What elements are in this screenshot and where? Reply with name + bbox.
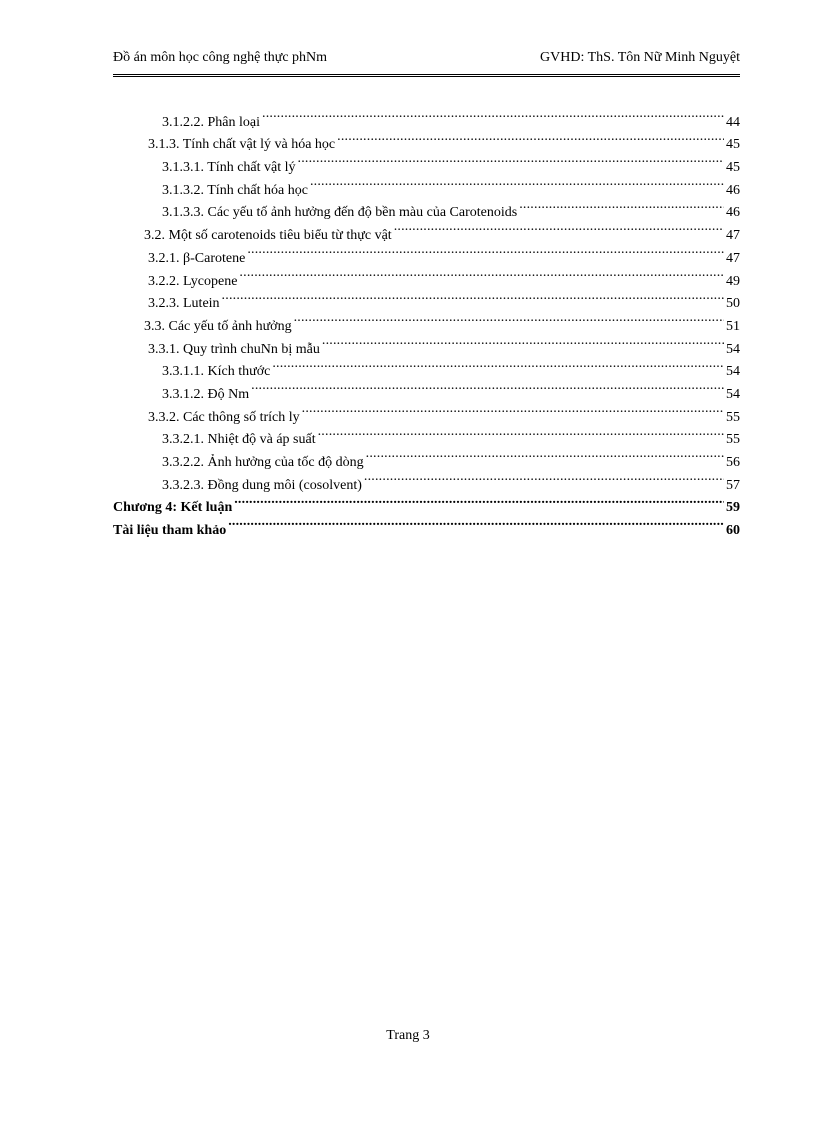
toc-entry-label: Chương 4: Kết luận xyxy=(113,500,233,516)
toc-entry-page: 46 xyxy=(726,205,740,221)
toc-entry-page: 44 xyxy=(726,114,740,130)
toc-dot-leader xyxy=(226,511,724,534)
toc-entry-page: 54 xyxy=(726,364,740,380)
toc-entry-page: 45 xyxy=(726,160,740,176)
toc-entry-label: 3.2.1. β-Carotene xyxy=(148,250,246,266)
toc-entry-page: 59 xyxy=(726,500,740,516)
toc-entry-page: 45 xyxy=(726,137,740,153)
toc-dot-leader xyxy=(320,330,724,353)
toc-entry-label: 3.2. Một số carotenoids tiêu biểu từ thực vật xyxy=(144,228,392,244)
toc-dot-leader xyxy=(260,103,724,126)
toc-entry[interactable] xyxy=(113,103,740,130)
toc-dot-leader xyxy=(362,466,724,489)
toc-entry-label: 3.3.2.3. Đồng dung môi (cosolvent) xyxy=(162,477,362,493)
toc-entry-page: 56 xyxy=(726,455,740,470)
toc-dot-leader xyxy=(296,148,725,171)
toc-dot-leader xyxy=(292,307,724,330)
toc-dot-leader xyxy=(392,216,724,239)
toc-entry-page: 50 xyxy=(726,296,740,312)
toc-entry-page: 47 xyxy=(726,228,740,244)
toc-entry-page: 60 xyxy=(726,523,740,539)
toc-dot-leader xyxy=(517,194,724,217)
header-divider xyxy=(113,74,740,77)
toc-entry-page: 47 xyxy=(726,250,740,266)
toc-dot-leader xyxy=(300,398,724,421)
header-course-title: Đồ án môn học công nghệ thực phNm xyxy=(113,50,328,65)
toc-entry-page: 54 xyxy=(726,341,740,357)
toc-dot-leader xyxy=(308,171,724,194)
toc-entry-label: Tài liệu tham khảo xyxy=(113,523,227,539)
toc-dot-leader xyxy=(232,489,724,512)
toc-entry-page: 55 xyxy=(726,409,740,425)
toc-dot-leader xyxy=(270,353,724,376)
toc-dot-leader xyxy=(220,285,724,308)
toc-entry-page: 54 xyxy=(726,386,740,402)
toc-entry-label: 3.3.2.1. Nhiệt độ và áp suất xyxy=(162,432,316,448)
toc-dot-leader xyxy=(364,443,724,466)
toc-entry-page: 46 xyxy=(726,182,740,198)
toc-entry-label: 3.3.2.2. Ảnh hưởng của tốc độ dòng xyxy=(162,455,364,470)
toc-dot-leader xyxy=(249,375,724,398)
toc-dot-leader xyxy=(245,239,724,262)
toc-entry-page: 51 xyxy=(726,318,740,334)
page-number: Trang 3 xyxy=(386,1028,430,1043)
toc-entry-page: 55 xyxy=(726,432,740,448)
toc-entry-label: 3.1.2.2. Phân loại xyxy=(162,114,260,130)
toc-dot-leader xyxy=(237,262,724,285)
toc-entry-page: 49 xyxy=(726,273,740,289)
page-header xyxy=(113,50,740,72)
toc-entry-label: 3.3. Các yếu tố ảnh hưởng xyxy=(144,318,292,334)
toc-entry-label: 3.3.1.1. Kích thước xyxy=(162,364,271,380)
toc-entry-label: 3.2.3. Lutein xyxy=(148,296,220,312)
page-footer xyxy=(0,1028,816,1044)
toc-entry-label: 3.3.1.2. Độ Nm xyxy=(162,386,250,402)
header-advisor: GVHD: ThS. Tôn Nữ Minh Nguyệt xyxy=(540,50,740,65)
toc-entry-page: 57 xyxy=(726,477,740,493)
toc-entry-label: 3.1.3.2. Tính chất hóa học xyxy=(162,182,308,198)
toc-dot-leader xyxy=(316,421,724,444)
table-of-contents xyxy=(113,103,740,539)
toc-entry-label: 3.3.1. Quy trình chuNn bị mẫu xyxy=(148,341,320,357)
toc-entry-label: 3.1.3.3. Các yếu tố ảnh hưởng đến độ bền màu của Carotenoids xyxy=(162,205,518,221)
toc-entry-label: 3.1.3. Tính chất vật lý và hóa học xyxy=(148,137,336,153)
toc-entry-label: 3.1.3.1. Tính chất vật lý xyxy=(162,160,296,176)
toc-entry-label: 3.2.2. Lycopene xyxy=(148,273,238,289)
toc-entry-label: 3.3.2. Các thông số trích ly xyxy=(148,409,300,425)
toc-dot-leader xyxy=(335,126,724,149)
